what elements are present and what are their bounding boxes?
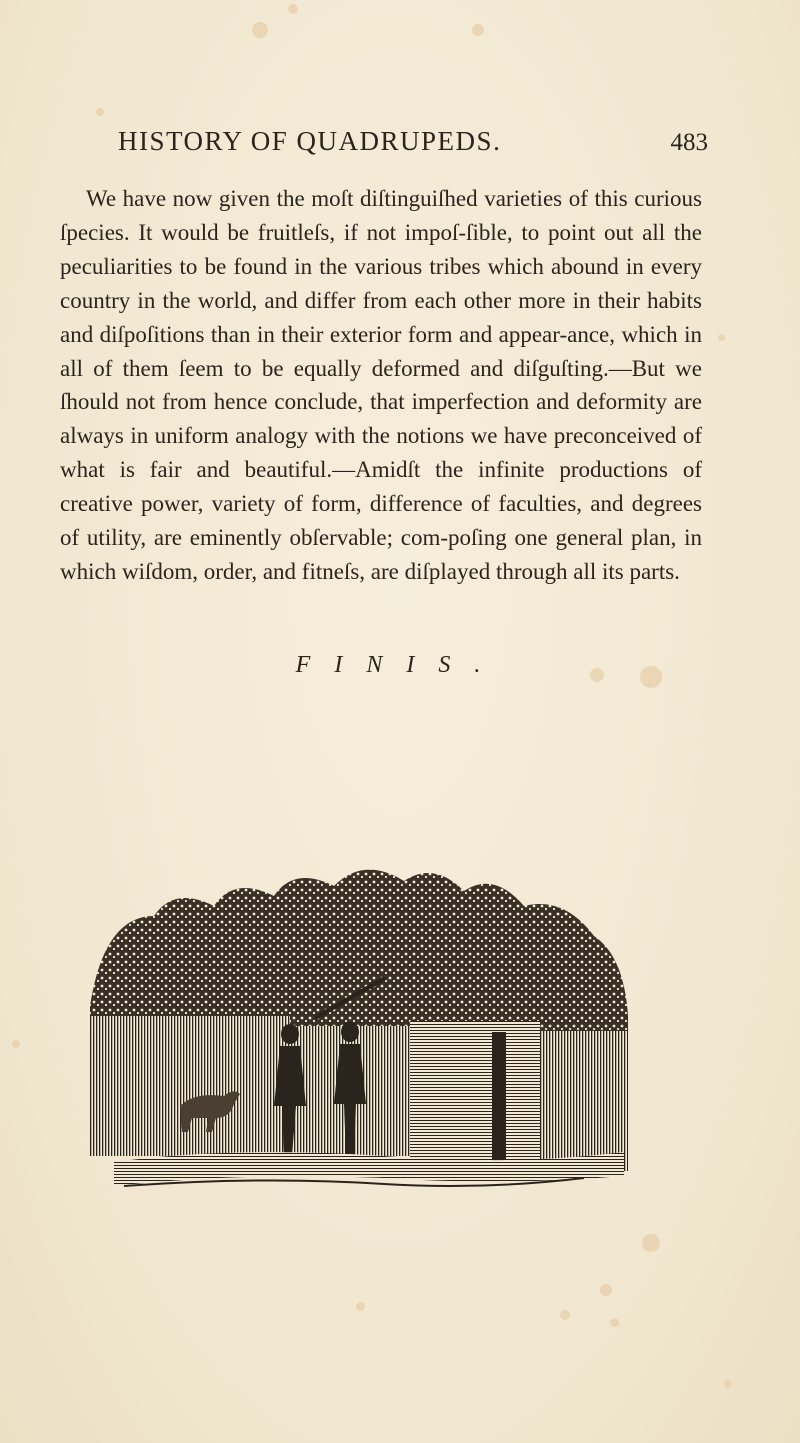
running-title: HISTORY OF QUADRUPEDS. <box>118 126 502 156</box>
foxing-spot <box>600 1284 612 1296</box>
foxing-spot <box>252 22 268 38</box>
woodcut-engraving-icon <box>84 856 632 1216</box>
page-number: 483 <box>670 129 708 156</box>
foxing-spot <box>288 4 298 14</box>
foxing-spot <box>560 1310 570 1320</box>
running-header <box>118 126 708 157</box>
paragraph: We have now given the moſt diſtinguiſhed varieties of this curious ſpecies. It would be fruitleſs, if not impoſ-ſible, to point out all the peculiarities to be found in the various tribes which abound in every country in the world, and differ from each other more in their habits and diſpoſitions than in their exterior form and appear-ance, which in all of them ſeem to be equally deformed and diſguſting.—But we ſhould not from hence conclude, that imperfection and deformity are always in uniform analogy with the notions we have preconceived of what is fair and beautiful.—Amidſt the infinite productions of creative power, variety of form, difference of faculties, and degrees of utility, are eminently obſervable; com-poſing one general plan, in which wiſdom, order, and fitneſs, are diſplayed through all its parts. <box>60 186 702 584</box>
foxing-spot <box>12 1040 20 1048</box>
main-text <box>60 182 702 589</box>
foxing-spot <box>96 108 104 116</box>
finis-mark: FINIS. <box>295 652 505 678</box>
foxing-spot <box>472 24 484 36</box>
foxing-spot <box>724 1380 732 1388</box>
foxing-spot <box>610 1318 619 1327</box>
foxing-spot <box>642 1234 660 1252</box>
foxing-spot <box>718 334 725 341</box>
foxing-spot <box>356 1302 365 1311</box>
